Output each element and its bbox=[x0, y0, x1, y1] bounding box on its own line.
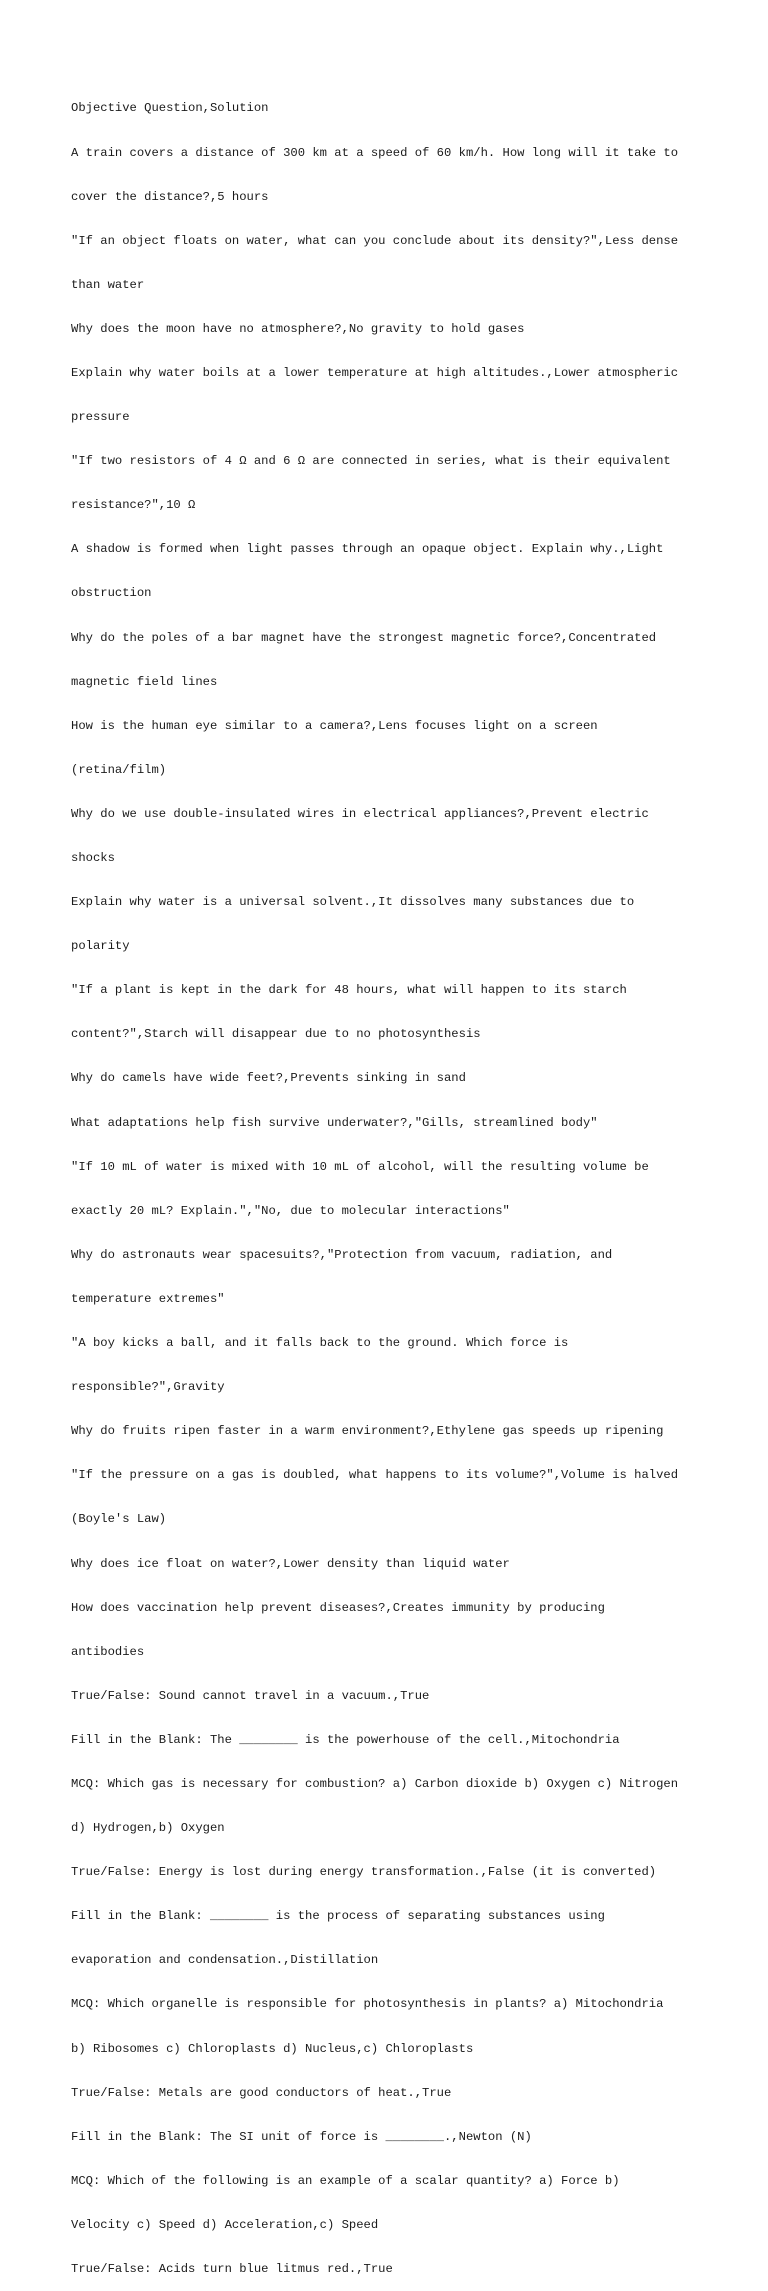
text-line: b) Ribosomes c) Chloroplasts d) Nucleus,c) Chloroplasts bbox=[71, 2041, 474, 2056]
text-line: d) Hydrogen,b) Oxygen bbox=[71, 1821, 225, 1836]
text-line: content?",Starch will disappear due to no photosynthesis bbox=[71, 1027, 481, 1042]
text-line: Velocity c) Speed d) Acceleration,c) Speed bbox=[71, 2217, 379, 2232]
text-line: A shadow is formed when light passes through an opaque object. Explain why.,Light bbox=[71, 542, 664, 557]
text-line: True/False: Metals are good conductors of heat.,True bbox=[71, 2085, 452, 2100]
text-line: evaporation and condensation.,Distillation bbox=[71, 1953, 379, 1968]
text-line: MCQ: Which gas is necessary for combustion? a) Carbon dioxide b) Oxygen c) Nitrogen bbox=[71, 1776, 679, 1791]
text-line: "If the pressure on a gas is doubled, what happens to its volume?",Volume is halved bbox=[71, 1468, 679, 1483]
text-line: Why do astronauts wear spacesuits?,"Protection from vacuum, radiation, and bbox=[71, 1247, 613, 1262]
text-line: magnetic field lines bbox=[71, 674, 218, 689]
text-line: "If a plant is kept in the dark for 48 hours, what will happen to its starch bbox=[71, 983, 627, 998]
document-body bbox=[71, 72, 711, 2291]
text-line: (Boyle's Law) bbox=[71, 1512, 167, 1527]
text-line: "If two resistors of 4 Ω and 6 Ω are connected in series, what is their equivalent bbox=[71, 454, 671, 469]
text-line: antibodies bbox=[71, 1644, 145, 1659]
text-line: Why do the poles of a bar magnet have the strongest magnetic force?,Concentrated bbox=[71, 630, 657, 645]
text-line: True/False: Energy is lost during energy transformation.,False (it is converted) bbox=[71, 1865, 657, 1880]
text-line: Why do fruits ripen faster in a warm environment?,Ethylene gas speeds up ripening bbox=[71, 1424, 664, 1439]
text-line: How does vaccination help prevent diseases?,Creates immunity by producing bbox=[71, 1600, 605, 1615]
text-line: (retina/film) bbox=[71, 762, 167, 777]
text-line: Explain why water boils at a lower temperature at high altitudes.,Lower atmospheric bbox=[71, 365, 679, 380]
text-line: cover the distance?,5 hours bbox=[71, 189, 269, 204]
text-line: responsible?",Gravity bbox=[71, 1380, 225, 1395]
text-line: Why do camels have wide feet?,Prevents sinking in sand bbox=[71, 1071, 466, 1086]
text-line: Why does ice float on water?,Lower density than liquid water bbox=[71, 1556, 510, 1571]
text-line: obstruction bbox=[71, 586, 152, 601]
text-line: Fill in the Blank: ________ is the process of separating substances using bbox=[71, 1909, 605, 1924]
text-line: MCQ: Which of the following is an example of a scalar quantity? a) Force b) bbox=[71, 2173, 620, 2188]
text-line: temperature extremes" bbox=[71, 1291, 225, 1306]
text-line: pressure bbox=[71, 410, 130, 425]
text-line: polarity bbox=[71, 939, 130, 954]
text-line: than water bbox=[71, 277, 145, 292]
text-line: shocks bbox=[71, 851, 115, 865]
text-line: "If an object floats on water, what can you conclude about its density?",Less dense bbox=[71, 233, 679, 248]
text-line: "A boy kicks a ball, and it falls back to the ground. Which force is bbox=[71, 1336, 569, 1351]
text-line: Explain why water is a universal solvent.,It dissolves many substances due to bbox=[71, 895, 635, 910]
text-line: resistance?",10 Ω bbox=[71, 498, 196, 513]
text-line: "If 10 mL of water is mixed with 10 mL of alcohol, will the resulting volume be bbox=[71, 1159, 649, 1174]
text-line: How is the human eye similar to a camera?,Lens focuses light on a screen bbox=[71, 718, 598, 733]
text-line: Fill in the Blank: The ________ is the powerhouse of the cell.,Mitochondria bbox=[71, 1732, 620, 1747]
text-line: MCQ: Which organelle is responsible for photosynthesis in plants? a) Mitochondria bbox=[71, 1997, 664, 2012]
text-line: True/False: Sound cannot travel in a vacuum.,True bbox=[71, 1688, 430, 1703]
text-line: Why does the moon have no atmosphere?,No gravity to hold gases bbox=[71, 321, 525, 336]
csv-header-line: Objective Question,Solution bbox=[71, 101, 269, 116]
text-line: A train covers a distance of 300 km at a speed of 60 km/h. How long will it take to bbox=[71, 145, 679, 160]
text-line: What adaptations help fish survive underwater?,"Gills, streamlined body" bbox=[71, 1115, 598, 1130]
text-line: Why do we use double-insulated wires in electrical appliances?,Prevent electric bbox=[71, 806, 649, 821]
text-line: True/False: Acids turn blue litmus red.,True bbox=[71, 2262, 393, 2276]
text-line: Fill in the Blank: The SI unit of force is ________.,Newton (N) bbox=[71, 2129, 532, 2144]
text-line: exactly 20 mL? Explain.","No, due to molecular interactions" bbox=[71, 1203, 510, 1218]
